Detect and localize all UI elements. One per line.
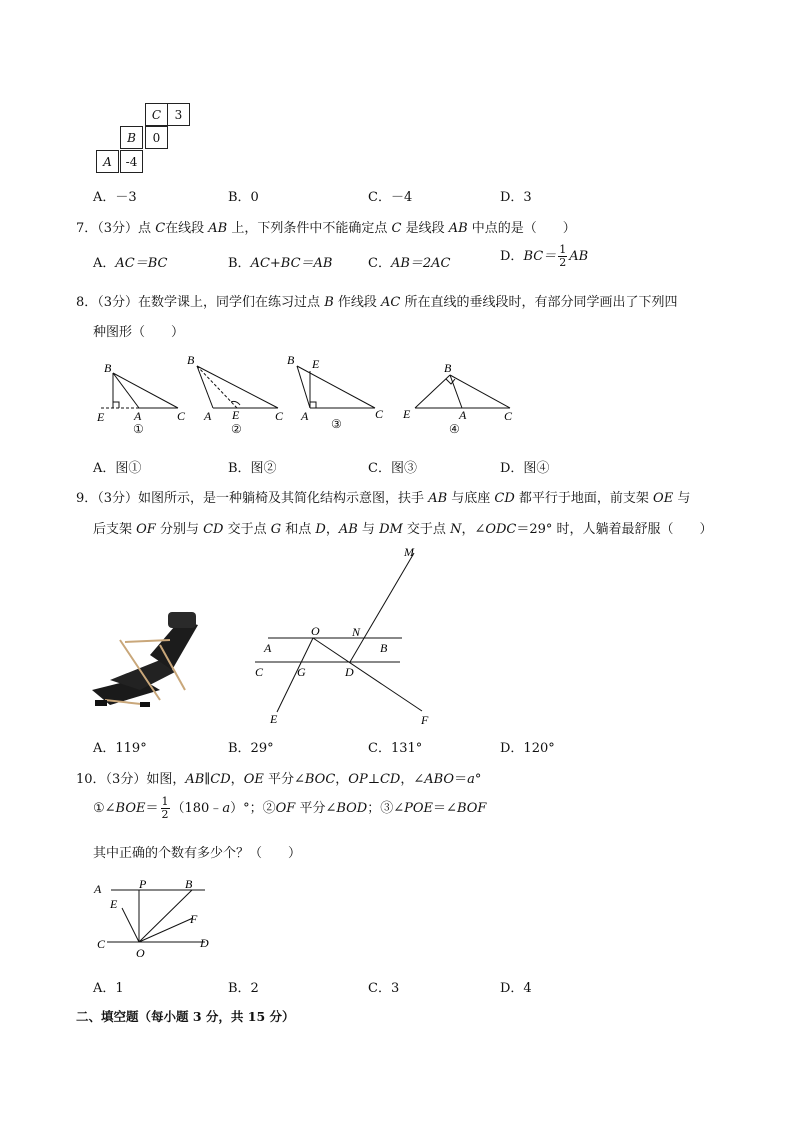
q9-label-f: F <box>421 713 429 727</box>
q8-fig1-label-a: A <box>134 409 142 423</box>
fraction-one-half: $\frac{1}{2}$ <box>559 243 567 269</box>
q8-fig2-label-b: B <box>187 353 195 367</box>
grid-cell: 3 <box>167 103 190 126</box>
q10-label-c: C <box>97 937 106 951</box>
q8-option-a[interactable]: A．图① <box>93 461 142 476</box>
q8-fig3-label-a: A <box>301 409 309 423</box>
q10-label-f: F <box>190 912 198 926</box>
q10-option-a[interactable]: A．1 <box>93 981 124 996</box>
q6-option-b[interactable]: B．0 <box>228 190 259 205</box>
q6-option-c[interactable]: C．－4 <box>368 190 413 205</box>
q8-fig4-label-c: C <box>504 409 513 423</box>
q8-option-d[interactable]: D．图④ <box>500 461 550 476</box>
q9-option-a[interactable]: A．119° <box>93 741 147 756</box>
q8-figure-1 <box>101 373 178 408</box>
q8-fig3-label-e: E <box>312 357 320 371</box>
q8-figure-label-2: ② <box>231 422 242 436</box>
q9-label-n: N <box>352 625 361 639</box>
q9-stem-line2: 后支架 OF 分别与 CD 交于点 G 和点 D，AB 与 DM 交于点 N，∠ODC＝29° 时，人躺着最舒服（ ） <box>93 522 713 537</box>
recliner-chair-image <box>92 612 198 707</box>
q8-option-c[interactable]: C．图③ <box>368 461 417 476</box>
grid-cell: B <box>120 126 143 149</box>
q9-label-c: C <box>255 665 264 679</box>
q8-option-b[interactable]: B．图② <box>228 461 277 476</box>
q10-stem-line3: 其中正确的个数有多少个？（ ） <box>93 846 302 861</box>
q7-option-a[interactable]: A．AC＝BC <box>93 256 168 271</box>
q9-label-m: M <box>404 545 414 559</box>
q9-option-c[interactable]: C．131° <box>368 741 423 756</box>
q10-stem-line1: 10．（3分）如图，AB∥CD，OE 平分∠BOC，OP⊥CD，∠ABO＝a° <box>76 772 482 787</box>
q10-label-b: B <box>185 877 193 891</box>
q8-figure-2 <box>197 366 278 408</box>
q10-statements: ①∠BOE＝ $\frac{1}{2}$ （180﹣a）°；②OF 平分∠BOD；③∠POE＝∠BOF <box>93 795 487 821</box>
q8-fig1-label-e: E <box>97 410 105 424</box>
q6-option-a[interactable]: A．－3 <box>93 190 137 205</box>
q8-fig4-label-e: E <box>403 407 411 421</box>
q8-fig1-label-c: C <box>177 409 186 423</box>
q8-fig4-label-a: A <box>459 408 467 422</box>
grid-cell: C <box>145 103 168 126</box>
grid-cell: 0 <box>145 126 168 149</box>
q9-diagram <box>255 553 422 712</box>
q10-option-d[interactable]: D．4 <box>500 981 532 996</box>
q9-option-b[interactable]: B．29° <box>228 741 274 756</box>
q10-option-b[interactable]: B．2 <box>228 981 259 996</box>
fraction-one-half: $\frac{1}{2}$ <box>161 795 169 821</box>
q7-option-b[interactable]: B．AC+BC＝AB <box>228 256 333 271</box>
q9-stem-line1: 9．（3分）如图所示，是一种躺椅及其简化结构示意图，扶手 AB 与底座 CD 都平行于地面，前支架 OE 与 <box>76 491 691 506</box>
q8-figure-label-4: ④ <box>449 422 460 436</box>
q8-fig4-label-b: B <box>444 361 452 375</box>
q8-stem-line2: 种图形（ ） <box>93 325 185 340</box>
q7-option-c[interactable]: C．AB＝2AC <box>368 256 451 271</box>
q8-stem-line1: 8．（3分）在数学课上，同学们在练习过点 B 作线段 AC 所在直线的垂线段时，有部分同学画出了下列四 <box>76 295 678 310</box>
q8-figure-label-3: ③ <box>331 417 342 431</box>
grid-cell: -4 <box>120 150 143 173</box>
q9-option-d[interactable]: D．120° <box>500 741 555 756</box>
grid-cell: A <box>96 150 119 173</box>
q6-option-d[interactable]: D．3 <box>500 190 532 205</box>
q10-option-c[interactable]: C．3 <box>368 981 400 996</box>
q8-fig2-label-a: A <box>204 409 212 423</box>
q8-figure-label-1: ① <box>133 422 144 436</box>
q9-label-d: D <box>345 665 354 679</box>
q10-label-a: A <box>94 882 102 896</box>
q10-label-o: O <box>136 946 145 960</box>
q7-stem: 7．（3分）点 C在线段 AB 上，下列条件中不能确定点 C 是线段 AB 中点的是（ ） <box>76 221 576 236</box>
q10-label-e: E <box>110 897 118 911</box>
q7-option-d[interactable]: D．BC＝ $\frac{1}{2}$ AB <box>500 243 589 269</box>
section-heading: 二、填空题（每小题 3 分，共 15 分） <box>76 1009 295 1024</box>
q8-fig2-label-e: E <box>232 408 240 422</box>
q10-label-d: D <box>200 936 209 950</box>
q9-label-o: O <box>311 624 320 638</box>
q8-figure-4 <box>415 375 510 408</box>
q9-label-e: E <box>270 712 278 726</box>
q8-figure-3 <box>297 366 375 408</box>
q10-label-p: P <box>139 877 147 891</box>
q8-fig1-label-b: B <box>104 361 112 375</box>
q8-fig3-label-b: B <box>287 353 295 367</box>
q8-fig3-label-c: C <box>375 407 384 421</box>
q8-fig2-label-c: C <box>275 409 284 423</box>
q9-label-g: G <box>297 665 306 679</box>
q9-label-a: A <box>264 641 272 655</box>
q9-label-b: B <box>380 641 388 655</box>
